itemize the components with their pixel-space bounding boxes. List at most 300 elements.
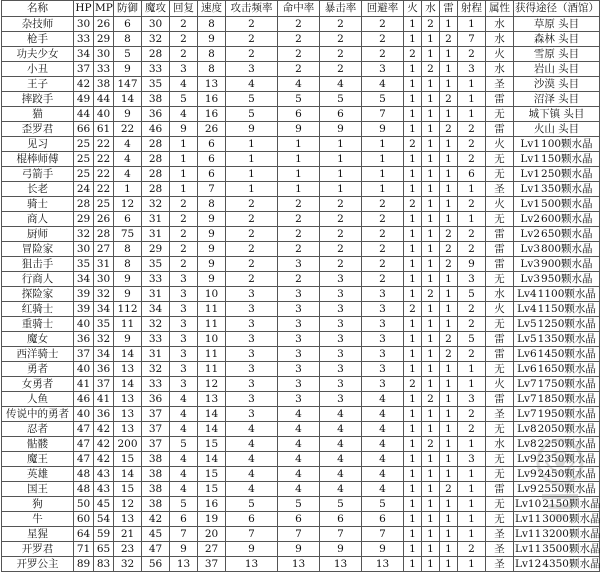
attribute-cell: 圣 [486, 542, 514, 557]
magic-attack-cell: 31 [142, 347, 170, 362]
column-header: 属性 [486, 1, 514, 17]
speed-cell: 15 [198, 482, 226, 497]
fire-cell: 1 [404, 167, 422, 182]
range-cell: 3 [458, 392, 486, 407]
source-cell [514, 452, 600, 467]
table-row [2, 527, 600, 542]
source-level: Lv9 [517, 452, 537, 465]
mp-cell: 22 [94, 137, 114, 152]
hp-cell: 47 [74, 437, 94, 452]
thunder-cell: 1 [440, 497, 458, 512]
column-header: 暴击率 [320, 1, 362, 17]
hp-cell: 40 [74, 317, 94, 332]
attack-frequency-cell: 1 [226, 152, 278, 167]
character-name-cell: 西洋骑士 [2, 347, 74, 362]
magic-attack-cell: 28 [142, 152, 170, 167]
column-header: 命中率 [278, 1, 320, 17]
water-cell: 1 [422, 317, 440, 332]
water-cell: 1 [422, 77, 440, 92]
attribute-cell: 无 [486, 512, 514, 527]
thunder-cell: 2 [440, 347, 458, 362]
hit-rate-cell: 7 [278, 527, 320, 542]
speed-cell: 16 [198, 92, 226, 107]
hp-cell: 48 [74, 482, 94, 497]
source-level: Lv11 [515, 512, 542, 525]
hp-cell: 47 [74, 422, 94, 437]
evasion-cell: 3 [362, 332, 404, 347]
evasion-cell: 3 [362, 347, 404, 362]
range-cell: 3 [458, 62, 486, 77]
source-cell [514, 62, 600, 77]
thunder-cell: 1 [440, 17, 458, 32]
hp-cell: 47 [74, 452, 94, 467]
defense-cell: 6 [114, 17, 142, 32]
range-cell: 3 [458, 272, 486, 287]
column-header: 名称 [2, 1, 74, 17]
mp-cell: 42 [94, 437, 114, 452]
hp-cell: 37 [74, 347, 94, 362]
hit-rate-cell: 1 [278, 182, 320, 197]
hp-cell: 49 [74, 92, 94, 107]
attribute-cell: 无 [486, 422, 514, 437]
character-name-cell: 红骑士 [2, 302, 74, 317]
range-cell: 2 [458, 422, 486, 437]
magic-attack-cell: 28 [142, 47, 170, 62]
attack-frequency-cell: 3 [226, 347, 278, 362]
hp-cell: 29 [74, 212, 94, 227]
range-cell: 1 [458, 17, 486, 32]
recovery-cell: 2 [170, 32, 198, 47]
source-value: 4350颗水晶 [542, 557, 601, 570]
defense-cell: 147 [114, 77, 142, 92]
recovery-cell: 7 [170, 527, 198, 542]
fire-cell: 2 [404, 47, 422, 62]
source-value: 800颗水晶 [541, 242, 593, 255]
defense-cell: 75 [114, 227, 142, 242]
table-row [2, 122, 600, 137]
hit-rate-cell: 9 [278, 122, 320, 137]
defense-cell: 23 [114, 542, 142, 557]
attack-frequency-cell: 3 [226, 377, 278, 392]
defense-cell: 4 [114, 167, 142, 182]
speed-cell: 6 [198, 137, 226, 152]
crit-rate-cell: 2 [320, 32, 362, 47]
source-cell [514, 512, 600, 527]
source-value: 2050颗水晶 [537, 422, 596, 435]
magic-attack-cell: 30 [142, 17, 170, 32]
attribute-cell: 圣 [486, 407, 514, 422]
hp-cell: 25 [74, 152, 94, 167]
recovery-cell: 2 [170, 242, 198, 257]
speed-cell: 20 [198, 527, 226, 542]
source-value: 650颗水晶 [541, 227, 593, 240]
character-name-cell: 行商人 [2, 272, 74, 287]
evasion-cell: 4 [362, 77, 404, 92]
range-cell: 2 [458, 197, 486, 212]
magic-attack-cell: 37 [142, 422, 170, 437]
table-row [2, 77, 600, 92]
mp-cell: 38 [94, 77, 114, 92]
evasion-cell: 3 [362, 362, 404, 377]
evasion-cell: 2 [362, 17, 404, 32]
table-row [2, 407, 600, 422]
source-level: Lv2 [520, 212, 541, 225]
range-cell: 7 [458, 32, 486, 47]
evasion-cell: 7 [362, 107, 404, 122]
source-cell [514, 557, 600, 572]
crit-rate-cell: 6 [320, 512, 362, 527]
evasion-cell: 2 [362, 227, 404, 242]
magic-attack-cell: 38 [142, 452, 170, 467]
hit-rate-cell: 6 [278, 107, 320, 122]
hp-cell: 39 [74, 302, 94, 317]
mp-cell: 31 [94, 257, 114, 272]
thunder-cell: 1 [440, 272, 458, 287]
mp-cell: 34 [94, 347, 114, 362]
recovery-cell: 3 [170, 347, 198, 362]
speed-cell: 16 [198, 107, 226, 122]
table-row [2, 47, 600, 62]
mp-cell: 22 [94, 167, 114, 182]
table-row [2, 542, 600, 557]
column-header: 水 [422, 1, 440, 17]
speed-cell: 6 [198, 152, 226, 167]
hit-rate-cell: 2 [278, 212, 320, 227]
source-cell [514, 242, 600, 257]
mp-cell: 61 [94, 122, 114, 137]
source-value: 沙漠 头目 [533, 77, 580, 90]
speed-cell: 7 [198, 182, 226, 197]
table-row [2, 92, 600, 107]
fire-cell: 1 [404, 452, 422, 467]
mp-cell: 35 [94, 317, 114, 332]
table-row [2, 452, 600, 467]
hp-cell: 24 [74, 182, 94, 197]
water-cell: 1 [422, 257, 440, 272]
table-row [2, 332, 600, 347]
mp-cell: 43 [94, 467, 114, 482]
crit-rate-cell: 3 [320, 287, 362, 302]
character-name-cell: 猫 [2, 107, 74, 122]
evasion-cell: 3 [362, 287, 404, 302]
attack-frequency-cell: 9 [226, 542, 278, 557]
mp-cell: 54 [94, 512, 114, 527]
character-name-cell: 重骑士 [2, 317, 74, 332]
crit-rate-cell: 2 [320, 47, 362, 62]
table-row [2, 437, 600, 452]
hp-cell: 30 [74, 242, 94, 257]
attack-frequency-cell: 2 [226, 17, 278, 32]
mp-cell: 41 [94, 392, 114, 407]
column-header: 速度 [198, 1, 226, 17]
crit-rate-cell: 4 [320, 437, 362, 452]
thunder-cell: 1 [440, 77, 458, 92]
thunder-cell: 2 [440, 242, 458, 257]
magic-attack-cell: 28 [142, 167, 170, 182]
source-level: Lv3 [520, 257, 541, 270]
thunder-cell: 1 [440, 392, 458, 407]
column-header: 射程 [458, 1, 486, 17]
water-cell: 1 [422, 422, 440, 437]
water-cell: 1 [422, 377, 440, 392]
attribute-cell: 无 [486, 497, 514, 512]
table-row [2, 467, 600, 482]
source-value: 岩山 头目 [533, 62, 580, 75]
hit-rate-cell: 3 [278, 287, 320, 302]
recovery-cell: 3 [170, 62, 198, 77]
hit-rate-cell: 4 [278, 437, 320, 452]
range-cell: 1 [458, 437, 486, 452]
mp-cell: 44 [94, 92, 114, 107]
evasion-cell: 2 [362, 242, 404, 257]
source-level: Lv11 [515, 527, 542, 540]
water-cell: 1 [422, 122, 440, 137]
speed-cell: 8 [198, 197, 226, 212]
source-cell [514, 302, 600, 317]
mp-cell: 22 [94, 182, 114, 197]
evasion-cell: 1 [362, 167, 404, 182]
crit-rate-cell: 7 [320, 527, 362, 542]
speed-cell: 10 [198, 287, 226, 302]
crit-rate-cell: 2 [320, 227, 362, 242]
hit-rate-cell: 4 [278, 407, 320, 422]
range-cell: 1 [458, 92, 486, 107]
recovery-cell: 9 [170, 542, 198, 557]
thunder-cell: 1 [440, 362, 458, 377]
magic-attack-cell: 31 [142, 287, 170, 302]
magic-attack-cell: 47 [142, 542, 170, 557]
water-cell: 2 [422, 392, 440, 407]
hit-rate-cell: 2 [278, 227, 320, 242]
table-row [2, 197, 600, 212]
character-name-cell: 星猩 [2, 527, 74, 542]
magic-attack-cell: 32 [142, 32, 170, 47]
fire-cell: 1 [404, 17, 422, 32]
source-value: 1100颗水晶 [537, 287, 596, 300]
crit-rate-cell: 5 [320, 497, 362, 512]
evasion-cell: 4 [362, 422, 404, 437]
fire-cell: 1 [404, 497, 422, 512]
table-header-row [2, 1, 600, 17]
character-name-cell: 忍者 [2, 422, 74, 437]
hit-rate-cell: 3 [278, 362, 320, 377]
water-cell: 1 [422, 32, 440, 47]
evasion-cell: 4 [362, 467, 404, 482]
defense-cell: 32 [114, 557, 142, 572]
attribute-cell: 无 [486, 317, 514, 332]
column-header: 回避率 [362, 1, 404, 17]
recovery-cell: 3 [170, 302, 198, 317]
attack-frequency-cell: 5 [226, 92, 278, 107]
mp-cell: 30 [94, 272, 114, 287]
source-level: Lv8 [517, 437, 537, 450]
source-level: Lv4 [517, 302, 537, 315]
thunder-cell: 1 [440, 137, 458, 152]
range-cell: 5 [458, 287, 486, 302]
source-value: 2250颗水晶 [537, 437, 596, 450]
source-value: 2150颗水晶 [542, 497, 601, 510]
source-level: Lv6 [517, 347, 537, 360]
magic-attack-cell: 36 [142, 107, 170, 122]
character-name-cell: 杂技师 [2, 17, 74, 32]
range-cell: 1 [458, 497, 486, 512]
character-name-cell: 厨师 [2, 227, 74, 242]
table-row [2, 377, 600, 392]
water-cell: 1 [422, 452, 440, 467]
attack-frequency-cell: 4 [226, 467, 278, 482]
hp-cell: 60 [74, 512, 94, 527]
fire-cell: 1 [404, 362, 422, 377]
source-cell [514, 422, 600, 437]
range-cell: 1 [458, 377, 486, 392]
attribute-cell: 火 [486, 197, 514, 212]
hp-cell: 66 [74, 122, 94, 137]
source-value: 1350颗水晶 [537, 332, 596, 345]
speed-cell: 6 [198, 167, 226, 182]
source-cell [514, 542, 600, 557]
source-cell [514, 182, 600, 197]
recovery-cell: 2 [170, 257, 198, 272]
attack-frequency-cell: 1 [226, 137, 278, 152]
hp-cell: 37 [74, 62, 94, 77]
recovery-cell: 4 [170, 392, 198, 407]
hit-rate-cell: 3 [278, 332, 320, 347]
range-cell: 2 [458, 407, 486, 422]
character-name-cell: 小丑 [2, 62, 74, 77]
defense-cell: 13 [114, 422, 142, 437]
fire-cell: 1 [404, 107, 422, 122]
crit-rate-cell: 4 [320, 407, 362, 422]
thunder-cell: 1 [440, 107, 458, 122]
table-row [2, 227, 600, 242]
source-level: Lv3 [520, 242, 541, 255]
evasion-cell: 1 [362, 137, 404, 152]
mp-cell: 22 [94, 152, 114, 167]
range-cell: 6 [458, 167, 486, 182]
recovery-cell: 4 [170, 452, 198, 467]
source-cell [514, 272, 600, 287]
crit-rate-cell: 3 [320, 347, 362, 362]
water-cell: 1 [422, 92, 440, 107]
table-row [2, 107, 600, 122]
fire-cell: 1 [404, 317, 422, 332]
hp-cell: 35 [74, 257, 94, 272]
attack-frequency-cell: 2 [226, 227, 278, 242]
speed-cell: 11 [198, 317, 226, 332]
character-name-cell: 弓箭手 [2, 167, 74, 182]
water-cell: 2 [422, 17, 440, 32]
mp-cell: 42 [94, 452, 114, 467]
character-name-cell: 魔王 [2, 452, 74, 467]
thunder-cell: 1 [440, 527, 458, 542]
evasion-cell: 4 [362, 407, 404, 422]
evasion-cell: 2 [362, 197, 404, 212]
crit-rate-cell: 2 [320, 17, 362, 32]
range-cell: 9 [458, 257, 486, 272]
range-cell: 1 [458, 362, 486, 377]
hp-cell: 41 [74, 377, 94, 392]
attack-frequency-cell: 4 [226, 452, 278, 467]
defense-cell: 200 [114, 437, 142, 452]
hp-cell: 42 [74, 77, 94, 92]
hit-rate-cell: 9 [278, 542, 320, 557]
crit-rate-cell: 6 [320, 107, 362, 122]
thunder-cell: 1 [440, 152, 458, 167]
recovery-cell: 1 [170, 167, 198, 182]
magic-attack-cell: 36 [142, 392, 170, 407]
thunder-cell: 1 [440, 377, 458, 392]
source-cell [514, 212, 600, 227]
crit-rate-cell: 1 [320, 137, 362, 152]
table-row [2, 32, 600, 47]
hit-rate-cell: 4 [278, 482, 320, 497]
mp-cell: 65 [94, 542, 114, 557]
recovery-cell: 3 [170, 377, 198, 392]
recovery-cell: 4 [170, 422, 198, 437]
range-cell: 1 [458, 212, 486, 227]
source-value: 1250颗水晶 [537, 317, 596, 330]
range-cell: 2 [458, 242, 486, 257]
speed-cell: 9 [198, 257, 226, 272]
recovery-cell: 2 [170, 197, 198, 212]
range-cell: 2 [458, 152, 486, 167]
attribute-cell: 无 [486, 212, 514, 227]
speed-cell: 37 [198, 557, 226, 572]
source-cell [514, 152, 600, 167]
fire-cell: 1 [404, 512, 422, 527]
water-cell: 1 [422, 302, 440, 317]
fire-cell: 1 [404, 227, 422, 242]
mp-cell: 34 [94, 302, 114, 317]
crit-rate-cell: 1 [320, 167, 362, 182]
character-name-cell: 探险家 [2, 287, 74, 302]
recovery-cell: 1 [170, 137, 198, 152]
fire-cell: 1 [404, 557, 422, 572]
thunder-cell: 1 [440, 542, 458, 557]
character-name-cell: 商人 [2, 212, 74, 227]
mp-cell: 37 [94, 377, 114, 392]
recovery-cell: 4 [170, 482, 198, 497]
defense-cell: 14 [114, 347, 142, 362]
defense-cell: 1 [114, 182, 142, 197]
water-cell: 1 [422, 362, 440, 377]
range-cell: 5 [458, 332, 486, 347]
source-value: 3000颗水晶 [542, 512, 601, 525]
source-level: Lv1 [520, 167, 541, 180]
speed-cell: 14 [198, 407, 226, 422]
attack-frequency-cell: 3 [226, 287, 278, 302]
fire-cell: 2 [404, 377, 422, 392]
evasion-cell: 3 [362, 377, 404, 392]
hit-rate-cell: 4 [278, 422, 320, 437]
source-cell [514, 47, 600, 62]
water-cell: 1 [422, 47, 440, 62]
source-cell [514, 167, 600, 182]
magic-attack-cell: 37 [142, 407, 170, 422]
mp-cell: 28 [94, 227, 114, 242]
character-name-cell: 骷髅 [2, 437, 74, 452]
thunder-cell: 1 [440, 422, 458, 437]
range-cell: 2 [458, 317, 486, 332]
character-name-cell: 国王 [2, 482, 74, 497]
defense-cell: 22 [114, 122, 142, 137]
crit-rate-cell: 4 [320, 452, 362, 467]
character-name-cell: 长老 [2, 182, 74, 197]
fire-cell: 2 [404, 197, 422, 212]
range-cell: 2 [458, 122, 486, 137]
attack-frequency-cell: 1 [226, 182, 278, 197]
crit-rate-cell: 3 [320, 377, 362, 392]
